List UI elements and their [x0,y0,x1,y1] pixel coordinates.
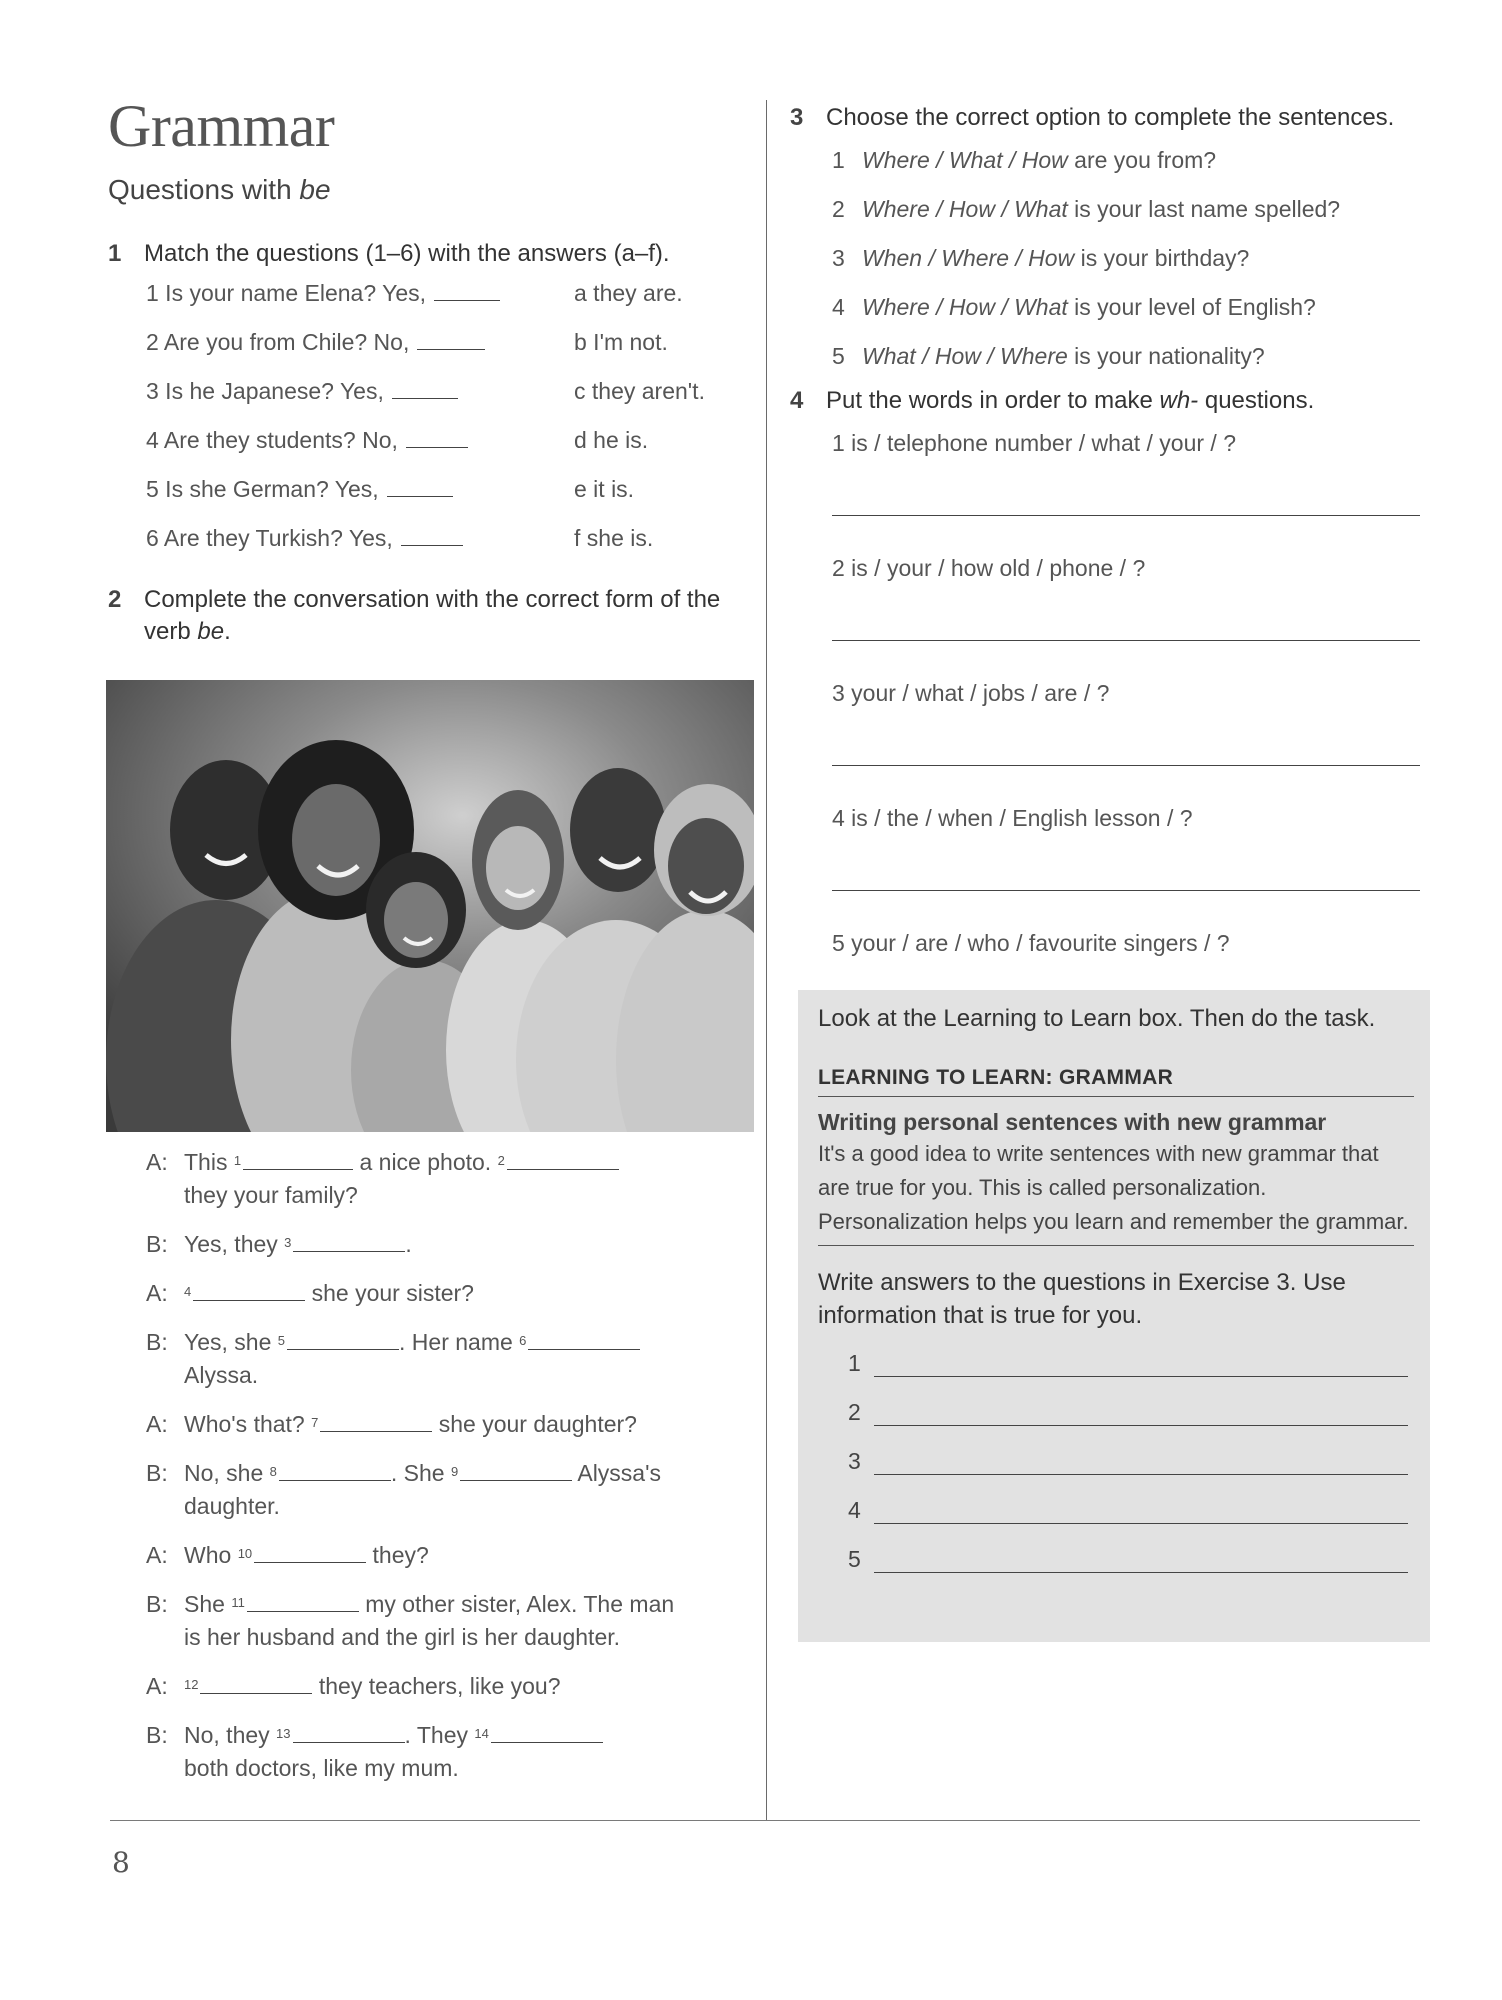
answer-line[interactable] [832,890,1420,891]
dialogue-line: A: $^{12}$ they teachers, like you? [146,1673,561,1699]
answer-line[interactable] [874,1474,1408,1475]
ltl-body: It's a good idea to write sentences with new grammar that are true for you. This is called personalization. Personalization helps you learn and remember the grammar. [818,1137,1414,1246]
exercise-4-instruction: 4 Put the words in order to make wh- questions. [790,387,1315,414]
answer-line[interactable] [874,1376,1408,1377]
answer-blank[interactable] [320,1431,432,1432]
answer-line[interactable] [832,640,1420,641]
answer-blank[interactable] [293,1251,405,1252]
column-divider [766,100,767,1820]
match-row: 6 Are they Turkish? Yes, f she is. [146,525,654,551]
dialogue-line: B: She $^{11}$ my other sister, Alex. The man is her husband and the girl is her daughter. [146,1591,675,1650]
word-order-item: 3 your / what / jobs / are / ? [790,677,1420,766]
option-choices[interactable]: Where / What / How [862,147,1068,173]
word-order-item: 2 is / your / how old / phone / ? [790,552,1420,641]
word-order-item: 1 is / telephone number / what / your / ? [790,427,1420,516]
answer-line[interactable] [832,515,1420,516]
answer-blank[interactable] [406,447,468,448]
page-title: Grammar [108,93,335,159]
ltl-intro: Look at the Learning to Learn box. Then do the task. [818,1005,1376,1032]
dialogue-line: B: No, she $^8$ . She $^9$ Alyssa's daughter. [146,1460,661,1519]
left-column [108,93,748,1801]
answer-blank[interactable] [434,300,500,301]
match-row: 4 Are they students? No, d he is. [146,427,649,453]
ltl-task: Write answers to the questions in Exercise 3. Use information that is true for you. [818,1269,1346,1329]
family-photo-illustration [106,680,754,1132]
answer-blank[interactable] [507,1169,619,1170]
match-row: 3 Is he Japanese? Yes, c they aren't. [146,378,705,404]
answer-line[interactable] [874,1425,1408,1426]
ltl-subheading: Writing personal sentences with new grammar [818,1109,1327,1135]
answer-blank[interactable] [247,1611,359,1612]
option-choices[interactable]: Where / How / What [862,294,1068,320]
dialogue-line: A: Who's that? $^7$ she your daughter? [146,1411,637,1437]
option-item: 3 When / Where / How is your birthday? [832,245,1250,271]
match-row: 5 Is she German? Yes, e it is. [146,476,635,502]
word-order-item: 5 your / are / who / favourite singers / ? [790,927,1420,1016]
dialogue-line: A: Who $^{10}$ they? [146,1542,429,1568]
word-order-item: 4 is / the / when / English lesson / ? [790,802,1420,891]
answer-row: 4 [818,1483,1414,1532]
answer-blank[interactable] [293,1742,405,1743]
exercise-1-matching [108,270,748,564]
answer-row: 3 [818,1434,1414,1483]
answer-row: 1 [818,1336,1414,1385]
option-item: 5 What / How / Where is your nationality? [832,343,1265,369]
match-row: 1 Is your name Elena? Yes, a they are. [146,280,683,306]
dialogue-line: B: Yes, she $^5$ . Her name $^6$ Alyssa. [108,1326,748,1392]
option-choices[interactable]: Where / How / What [862,196,1068,222]
answer-blank[interactable] [200,1693,312,1694]
answer-blank[interactable] [279,1480,391,1481]
ltl-answer-lines [818,1336,1414,1581]
page-subtitle: Questions with be [108,174,331,205]
answer-blank[interactable] [401,545,463,546]
option-choices[interactable]: What / How / Where [862,343,1068,369]
answer-line[interactable] [874,1572,1408,1573]
answer-blank[interactable] [243,1169,353,1170]
ltl-heading: LEARNING TO LEARN: GRAMMAR [818,1066,1414,1097]
exercise-2-instruction: 2 Complete the conversation with the correct form of the verb be. [108,586,721,645]
answer-line[interactable] [874,1523,1408,1524]
answer-blank[interactable] [392,398,458,399]
option-item: 1 Where / What / How are you from? [832,147,1217,173]
answer-row: 5 [818,1532,1414,1581]
answer-blank[interactable] [387,496,453,497]
dialogue-line: A: $^4$ she your sister? [146,1280,474,1306]
dialogue-line: B: Yes, they $^3$ . [146,1231,412,1257]
option-choices[interactable]: When / Where / How [862,245,1075,271]
exercise-1-instruction: 1 Match the questions (1–6) with the answers (a–f). [108,240,670,267]
answer-blank[interactable] [460,1480,572,1481]
answer-blank[interactable] [193,1300,305,1301]
learning-to-learn-box [798,990,1430,1642]
footer-rule [110,1820,1420,1821]
exercise-3-instruction: 3 Choose the correct option to complete the sentences. [790,104,1395,131]
dialogue-line: A: This $^1$ a nice photo. $^2$ they your family? [108,1146,748,1212]
answer-blank[interactable] [287,1349,399,1350]
answer-blank[interactable] [417,349,485,350]
exercise-4-items [790,427,1420,1016]
option-item: 2 Where / How / What is your last name spelled? [832,196,1341,222]
family-photo [106,680,754,1132]
page-number: 8 [112,1846,130,1879]
answer-row: 2 [818,1385,1414,1434]
exercise-3-items [790,136,1420,381]
answer-blank[interactable] [491,1742,603,1743]
exercise-2-dialogue [108,1146,748,1785]
right-column [790,102,1420,1016]
answer-blank[interactable] [254,1562,366,1563]
option-item: 4 Where / How / What is your level of English? [832,294,1316,320]
dialogue-line: B: No, they $^{13}$ . They $^{14}$ both doctors, like my mum. [108,1719,748,1785]
answer-blank[interactable] [528,1349,640,1350]
answer-line[interactable] [832,765,1420,766]
match-row: 2 Are you from Chile? No, b I'm not. [146,329,668,355]
